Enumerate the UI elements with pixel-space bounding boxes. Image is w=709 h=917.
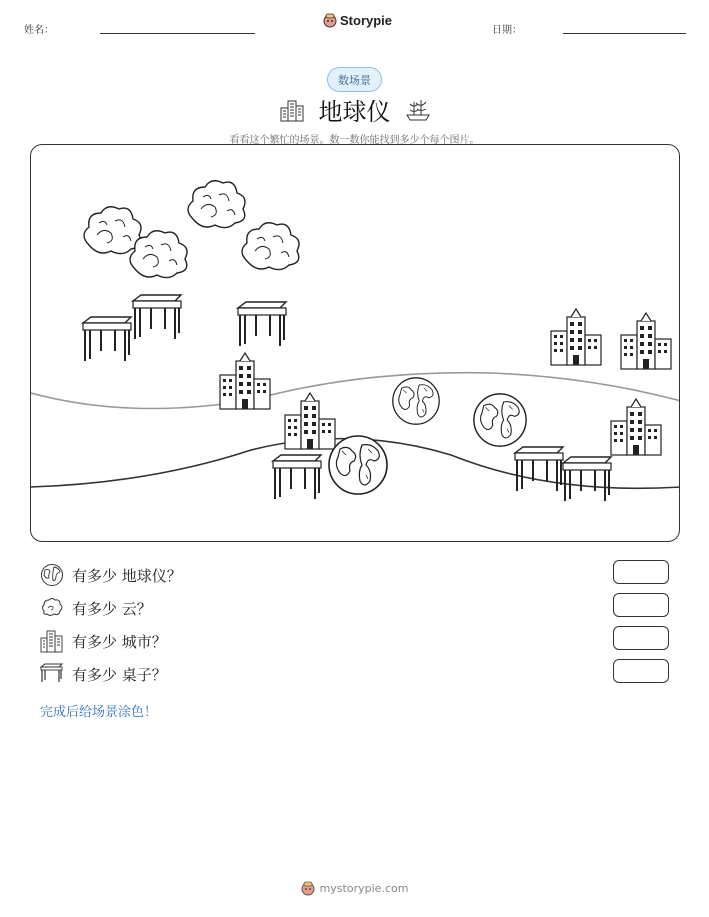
- globe-1: [329, 436, 387, 494]
- cloud-icon: [40, 596, 64, 620]
- city-4: [621, 313, 671, 369]
- question-text: 有多少 城市？: [72, 632, 167, 651]
- table-6: [563, 457, 611, 501]
- question-text: 有多少 云？: [72, 599, 152, 618]
- footer-url: mystorypie.com: [319, 881, 409, 895]
- table-3: [238, 302, 286, 346]
- scene-illustration: [31, 145, 680, 542]
- coloring-instruction: 完成后给场景涂色！: [40, 705, 158, 720]
- footer: [0, 880, 709, 896]
- globe-icon: [40, 563, 64, 587]
- name-field[interactable]: [100, 33, 255, 34]
- question-cities: [40, 629, 167, 653]
- answer-box-globes[interactable]: [613, 560, 669, 584]
- question-text: 有多少 桌子？: [72, 665, 167, 684]
- table-4: [273, 455, 321, 499]
- brand-logo: [323, 12, 392, 28]
- city-icon: [279, 98, 305, 122]
- table-5: [515, 447, 563, 491]
- globe-2: [393, 378, 439, 424]
- question-globes: [40, 563, 182, 587]
- answer-box-clouds[interactable]: [613, 593, 669, 617]
- city-icon: [40, 629, 64, 653]
- city-3: [551, 309, 601, 365]
- ship-icon: [405, 98, 431, 122]
- category-badge: 数场景: [327, 67, 382, 92]
- question-tables: [40, 662, 167, 686]
- scene-frame: [30, 144, 680, 542]
- question-text: 有多少 地球仪？: [72, 566, 182, 585]
- cloud-3: [188, 181, 245, 228]
- title-row: [0, 92, 709, 127]
- globe-3: [474, 394, 526, 446]
- answer-box-tables[interactable]: [613, 659, 669, 683]
- page-title: 地球仪: [318, 98, 391, 126]
- cloud-1: [84, 207, 141, 254]
- question-clouds: [40, 596, 152, 620]
- city-1: [220, 353, 270, 409]
- pie-mascot-icon: [323, 12, 337, 28]
- pie-mascot-icon: [301, 880, 315, 896]
- table-1: [83, 317, 131, 361]
- brand-name: Storypie: [340, 12, 393, 28]
- table-2: [133, 295, 181, 339]
- answer-box-cities[interactable]: [613, 626, 669, 650]
- instructions: 看看这个繁忙的场景。数一数你能找到多少个每个图片。: [229, 135, 480, 146]
- city-2: [285, 393, 335, 449]
- date-label: 日期：: [492, 25, 522, 36]
- table-icon: [40, 662, 64, 686]
- cloud-4: [242, 223, 299, 270]
- name-label: 姓名：: [24, 25, 54, 36]
- city-5: [611, 399, 661, 455]
- date-field[interactable]: [563, 33, 686, 34]
